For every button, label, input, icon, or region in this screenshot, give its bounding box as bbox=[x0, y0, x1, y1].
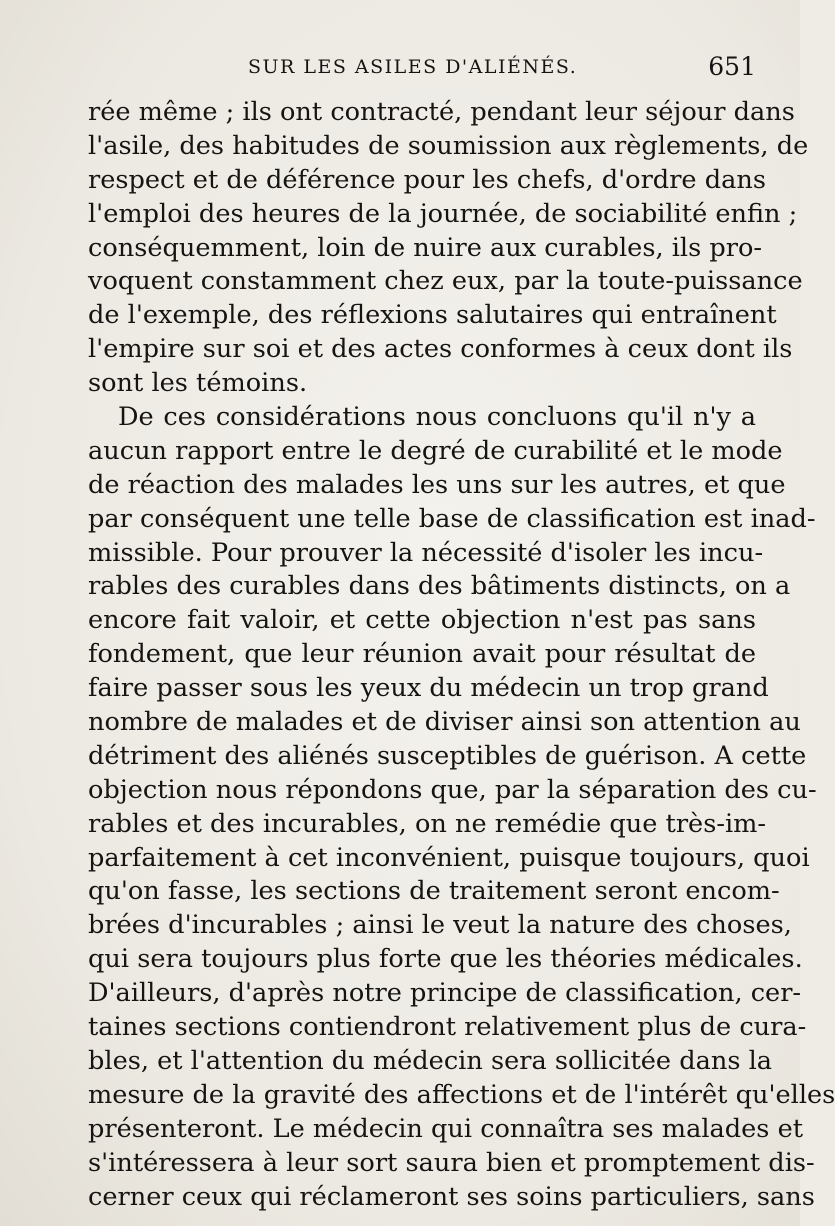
text-line: l'asile, des habitudes de soumission aux règlements, de bbox=[88, 130, 809, 161]
text-line: de réaction des malades les uns sur les autres, et que bbox=[88, 469, 786, 500]
text-line: de l'exemple, des réflexions salutaires qui entraînent bbox=[88, 300, 777, 331]
text-line: aucun rapport entre le degré de curabilité et le mode bbox=[88, 435, 783, 466]
text-line: présenteront. Le médecin qui connaîtra ses malades et bbox=[88, 1113, 804, 1144]
text-line: rée même ; ils ont contracté, pendant leur séjour dans bbox=[88, 97, 795, 127]
text-line: par conséquent une telle base de classification est inad- bbox=[88, 503, 816, 534]
text-line: voquent constamment chez eux, par la toute-puissance bbox=[88, 266, 803, 297]
text-line: cerner ceux qui réclameront ses soins particuliers, sans bbox=[88, 1181, 815, 1212]
text-line: détriment des aliénés susceptibles de guérison. A cette bbox=[88, 740, 807, 771]
page-header bbox=[88, 52, 756, 86]
text-line: l'emploi des heures de la journée, de sociabilité enfin ; bbox=[88, 198, 798, 229]
text-line: D'ailleurs, d'après notre principe de classification, cer- bbox=[88, 978, 802, 1009]
text-line: bles, et l'attention du médecin sera sollicitée dans la bbox=[88, 1045, 773, 1076]
text-line: parfaitement à cet inconvénient, puisque toujours, quoi bbox=[88, 842, 810, 873]
text-line: brées d'incurables ; ainsi le veut la nature des choses, bbox=[88, 910, 792, 941]
text-line: qu'on fasse, les sections de traitement seront encom- bbox=[88, 876, 780, 907]
text-line: faire passer sous les yeux du médecin un trop grand bbox=[88, 673, 769, 704]
text-line: objection nous répondons que, par la séparation des cu- bbox=[88, 774, 817, 805]
text-line: l'empire sur soi et des actes conformes à ceux dont ils bbox=[88, 334, 793, 365]
text-line: mesure de la gravité des affections et de l'intérêt qu'elles bbox=[88, 1079, 835, 1110]
text-line: qui sera toujours plus forte que les théories médicales. bbox=[88, 944, 803, 975]
paragraph-start-line: De ces considérations nous concluons qu'il n'y a bbox=[118, 402, 756, 433]
text-line: fondement, que leur réunion avait pour résultat de bbox=[88, 639, 756, 670]
text-line: encore fait valoir, et cette objection n'est pas sans bbox=[88, 605, 756, 636]
body-text bbox=[88, 96, 835, 1214]
text-line: nombre de malades et de diviser ainsi son attention au bbox=[88, 707, 801, 738]
text-line: rables et des incurables, on ne remédie que très-im- bbox=[88, 808, 767, 839]
text-line: rables des curables dans des bâtiments distincts, on a bbox=[88, 571, 791, 602]
text-line: missible. Pour prouver la nécessité d'isoler les incu- bbox=[88, 537, 764, 568]
text-line: respect et de déférence pour les chefs, d'ordre dans bbox=[88, 164, 766, 195]
running-title: SUR LES ASILES D'ALIÉNÉS. bbox=[248, 56, 578, 78]
text-line: taines sections contiendront relativement plus de cura- bbox=[88, 1012, 807, 1043]
text-line: s'intéressera à leur sort saura bien et promptement dis- bbox=[88, 1147, 815, 1178]
text-line: conséquemment, loin de nuire aux curables, ils pro- bbox=[88, 232, 763, 263]
page-number: 651 bbox=[708, 52, 756, 81]
paragraph-end-line: sont les témoins. bbox=[88, 368, 308, 399]
